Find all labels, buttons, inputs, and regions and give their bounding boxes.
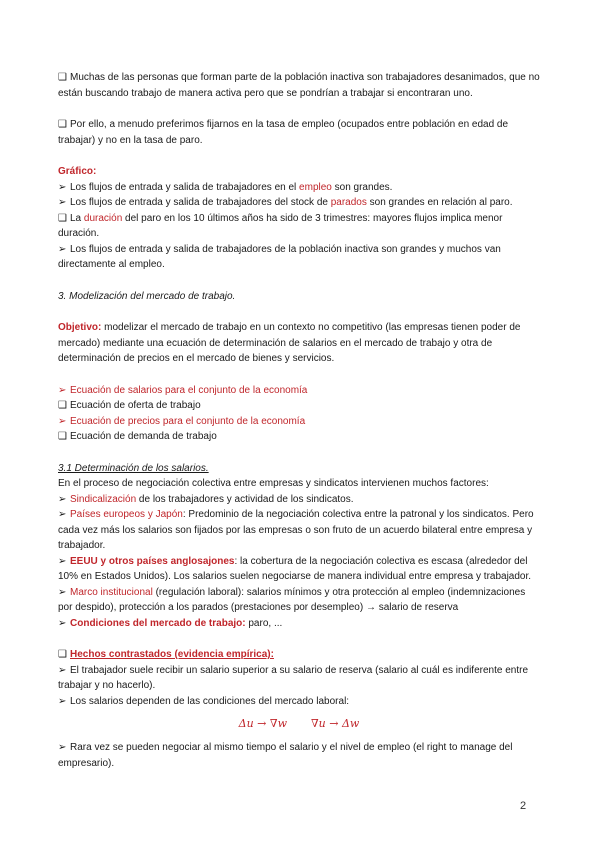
grafico-item: ➢ Los flujos de entrada y salida de trabajadores en el empleo son grandes. <box>58 180 540 196</box>
arrow-bullet-icon: ➢ <box>58 197 67 208</box>
section-3-1-intro: En el proceso de negociación colectiva entre empresas y sindicatos intervienen muchos factores: <box>58 478 489 489</box>
arrow-bullet-icon: ➢ <box>58 415 67 427</box>
objetivo-paragraph: Objetivo: modelizar el mercado de trabajo en un contexto no competitivo (las empresas tienen poder de mercado) mediante una ecuación de determinación de salarios en el mercado de trabajo y otra de determinación de precios en el mercado de bienes y servicios. <box>58 322 521 364</box>
factor-item: ➢ Países europeos y Japón: Predominio de la negociación colectiva entre la patronal y los sindicatos. Pero cada vez más los salarios son fijados por las empresas o son fruto de un acuerdo bilateral entre empresa y trabajador. <box>58 509 534 551</box>
intro-paragraph-2: ❑ Por ello, a menudo preferimos fijarnos en la tasa de empleo (ocupados entre población en edad de trabajar) y no en la tasa de paro. <box>58 119 509 146</box>
arrow-bullet-icon: ➢ <box>58 586 67 598</box>
checkbox-bullet-icon: ❑ <box>58 431 67 442</box>
arrow-bullet-icon: ➢ <box>58 742 67 753</box>
equation-list-item: ❑ Ecuación de oferta de trabajo <box>58 398 540 414</box>
formula-unemployment-down: ∇u → Δw <box>311 717 360 730</box>
arrow-bullet-icon: ➢ <box>58 181 67 193</box>
equation-list-item: ➢ Ecuación de salarios para el conjunto de la economía <box>58 383 540 399</box>
checkbox-bullet-icon: ❑ <box>58 119 67 130</box>
formula-unemployment-up: Δu → ∇w <box>238 717 287 730</box>
grafico-item: ➢ Los flujos de entrada y salida de trabajadores de la población inactiva son grandes y muchos van directamente al empleo. <box>58 243 501 270</box>
intro-paragraph-1: ❑ Muchas de las personas que forman parte de la población inactiva son trabajadores desanimados, que no están buscando trabajo de manera activa pero que se pondrían a trabajar si encontraran uno. <box>58 72 540 99</box>
equation-list-item: ❑ Ecuación de demanda de trabajo <box>58 429 540 445</box>
factor-item: ➢ Condiciones del mercado de trabajo: paro, ... <box>58 616 540 632</box>
factor-item: ➢ EEUU y otros países anglosajones: la cobertura de la negociación colectiva es escasa (alrededor del 10% en Estados Unidos). Los salarios suelen negociarse de manera individual entre empresa y trabajador. <box>58 555 532 582</box>
hechos-heading: ❑ Hechos contrastados (evidencia empírica): <box>58 647 540 663</box>
factor-item: ➢ Sindicalización de los trabajadores y actividad de los sindicatos. <box>58 492 540 508</box>
grafico-item: ❑ La duración del paro en los 10 últimos años ha sido de 3 trimestres: mayores flujos implica menor duración. <box>58 212 503 239</box>
equation-list-item: ➢ Ecuación de precios para el conjunto de la economía <box>58 414 540 430</box>
arrow-bullet-icon: ➢ <box>58 555 67 567</box>
grafico-heading: Gráfico: <box>58 166 97 177</box>
checkbox-bullet-icon: ❑ <box>58 400 67 411</box>
checkbox-bullet-icon: ❑ <box>58 72 67 83</box>
arrow-bullet-icon: ➢ <box>58 509 67 520</box>
section-3-1-title: 3.1 Determinación de los salarios. <box>58 462 209 474</box>
page-number: 2 <box>520 800 527 812</box>
hechos-item: ➢ El trabajador suele recibir un salario superior a su salario de reserva (salario al cuál es indiferente entre trabajar y no hacerlo). <box>58 664 529 691</box>
section-3-title: 3. Modelización del mercado de trabajo. <box>58 290 236 302</box>
arrow-bullet-icon: ➢ <box>58 617 67 629</box>
arrow-bullet-icon: ➢ <box>58 493 67 505</box>
arrow-bullet-icon: ➢ <box>58 695 67 707</box>
arrow-bullet-icon: ➢ <box>58 664 67 676</box>
document-page <box>58 70 540 771</box>
hechos-item: ➢ Los salarios dependen de las condiciones del mercado laboral: <box>58 694 540 710</box>
checkbox-bullet-icon: ❑ <box>58 649 67 660</box>
arrow-bullet-icon: ➢ <box>58 243 67 255</box>
grafico-item: ➢ Los flujos de entrada y salida de trabajadores del stock de parados son grandes en relación al paro. <box>58 195 540 211</box>
hechos-item: ➢ Rara vez se pueden negociar al mismo tiempo el salario y el nivel de empleo (el right to manage del empresario). <box>58 742 513 769</box>
factor-item: ➢ Marco institucional (regulación laboral): salarios mínimos y otra protección al empleo (indemnizaciones por despido), protección a los parados (prestaciones por desempleo) → salario de reserva <box>58 586 526 613</box>
formula-line <box>58 717 540 730</box>
arrow-bullet-icon: ➢ <box>58 384 67 396</box>
checkbox-bullet-icon: ❑ <box>58 212 67 224</box>
